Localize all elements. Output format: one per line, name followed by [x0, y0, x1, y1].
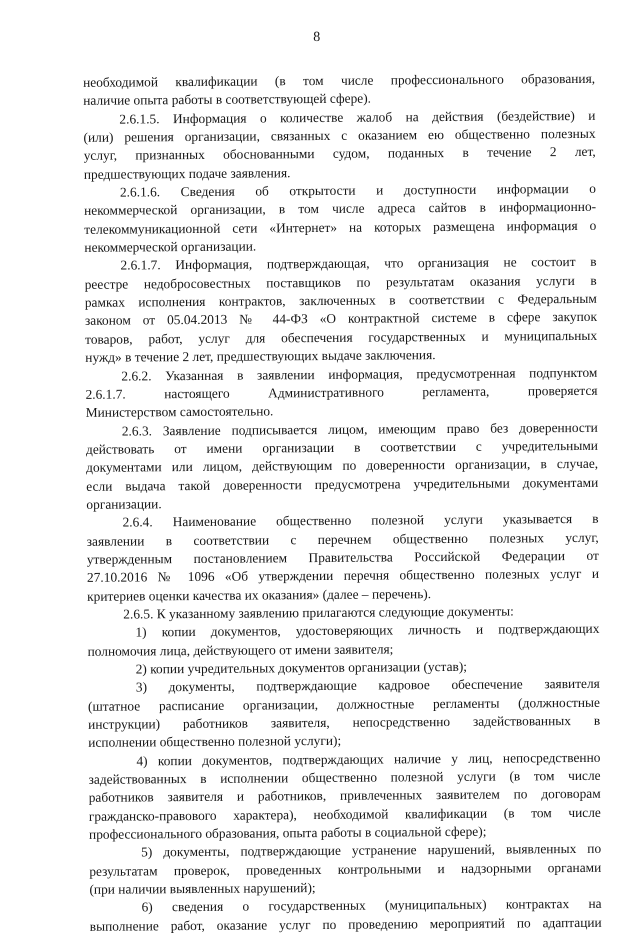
text-line: предшествующих подаче заявления. [83, 164, 291, 182]
text-line: выполнение работ, оказание услуг по проведению мероприятий по адаптации [89, 914, 602, 934]
text-line: телекоммуникационной сети «Интернет» на которых размещена информация о [84, 217, 597, 237]
text-line: необходимой квалификации (в том числе профессионального образования, [83, 70, 596, 90]
text-line: инструкции) работников заявителя, непосредственно задействованных в [88, 712, 601, 732]
text-line: (или) решения организации, связанных с оказанием ею общественно полезных [83, 125, 596, 145]
text-line: 2) копии учредительных документов организации (устав); [135, 658, 468, 677]
text-line: исполнении общественно полезной услуги); [88, 733, 342, 751]
text-line: 2.6.5. К указанному заявлению прилагаются следующие документы: [123, 603, 514, 622]
text-line: Министерством самостоятельно. [85, 403, 274, 421]
text-line: 3) документы, подтверждающие кадровое обеспечение заявителя [135, 676, 600, 695]
document-body [83, 70, 602, 936]
text-line: товаров, работ, услуг для обеспечения государственных и муниципальных [85, 327, 598, 347]
text-line: 2.6.1.7. настоящего Административного регламента, проверяется [85, 382, 598, 402]
text-line: 2.6.1.6. Сведения об открытости и доступности информации о [119, 180, 596, 200]
text-line: 2.6.4. Наименование общественно полезной услуги указывается в [122, 511, 599, 530]
text-line: 6) сведения о государственных (муниципальных) контрактах на [141, 896, 602, 915]
text-line: 2.6.2. Указанная в заявлении информация, предусмотренная подпунктом [121, 364, 598, 384]
text-line: (при наличии выявленных нарушений); [89, 880, 316, 897]
text-line: документами или лицом, действующим по доверенности организации, в случае, [86, 456, 599, 476]
text-line: 2.6.1.5. Информация о количестве жалоб на действия (бездействие) и [119, 107, 596, 127]
text-line: 4) копии документов, подтверждающих наличие у лиц, непосредственно [136, 749, 601, 769]
text-line: некоммерческой организации. [84, 238, 257, 255]
text-line: рамках исполнения контрактов, заключенных в соответствии с Федеральным [84, 290, 597, 310]
text-line: 2.6.1.7. Информация, подтверждающая, что организация не состоит в [120, 254, 597, 273]
text-line: нужд» в течение 2 лет, предшествующих выдаче заключения. [85, 347, 436, 365]
text-line: результатам проверок, проведенных контрольными и надзорными органами [89, 859, 602, 879]
text-line: критериев оценки качества их оказания» (далее – перечень). [87, 585, 432, 604]
text-line: задействованных в исполнении общественно полезной услуги (в том числе [88, 767, 601, 787]
text-line: услуг, признанных обоснованными судом, поданных в течение 2 лет, [83, 144, 596, 164]
text-line: действовать от имени организации в соответствии с учредительными [85, 437, 599, 457]
text-line: (штатное расписание организации, должностные регламенты (должностные [87, 694, 601, 714]
text-line: 1) копии документов, удостоверяющих личность и подтверждающих [135, 621, 600, 640]
text-line: работников заявителя и работников, привлеченных заявителем по договорам [88, 786, 601, 806]
text-line: организации. [86, 496, 162, 512]
text-line: утвержденным постановлением Правительства Российской Федерации от [86, 547, 599, 567]
text-line: некоммерческой организации, в том числе адреса сайтов в информационно- [84, 199, 597, 219]
text-line: 2.6.3. Заявление подписывается лицом, имеющим право без доверенности [121, 419, 598, 439]
text-line: законом от 05.04.2013 № 44-ФЗ «О контрактной системе в сфере закупок [84, 309, 598, 329]
text-line: 5) документы, подтверждающие устранение нарушений, выявленных по [141, 841, 602, 860]
page-number: 8 [313, 29, 321, 46]
text-line: заявлении в соответствии с перечнем общественно полезных услуг, [86, 529, 599, 549]
text-line: полномочия лица, действующего от имени заявителя; [87, 641, 394, 659]
text-line: если выдача такой доверенности предусмотрена учредительными документами [86, 474, 599, 494]
text-line: гражданско-правового характера), необходимой квалификации (в том числе [88, 804, 601, 824]
text-line: профессионального образования, опыта работы в социальной сфере); [88, 823, 487, 842]
text-line: реестре недобросовестных поставщиков по результатам оказания услуги в [84, 272, 597, 292]
text-line: наличие опыта работы в соответствующей сфере). [83, 90, 372, 109]
text-line: 27.10.2016 № 1096 «Об утверждении перечня общественно полезных услуг и [86, 566, 600, 586]
